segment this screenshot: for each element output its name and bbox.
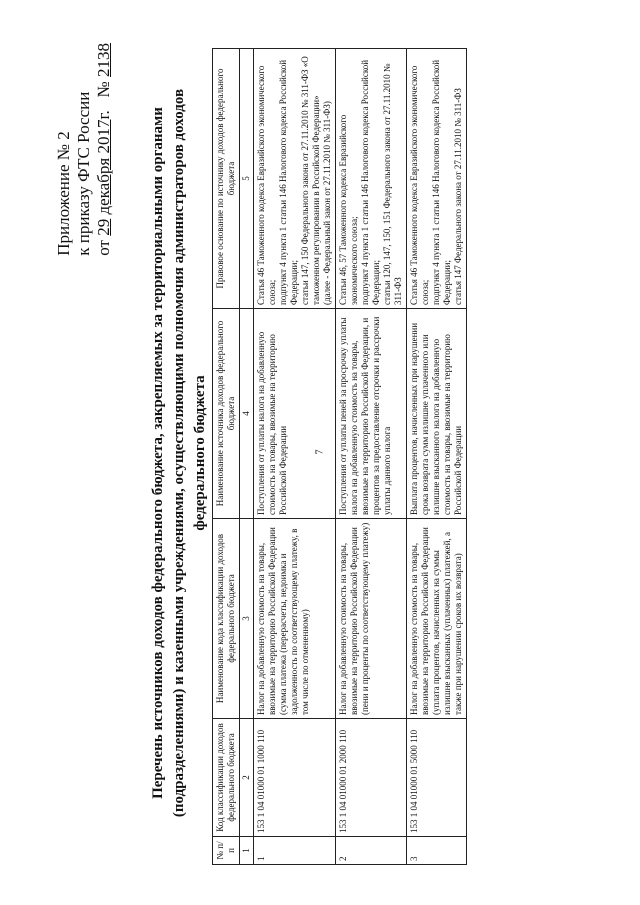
header-legal-basis: Правовое основание по источнику доходов федерального бюджета bbox=[213, 48, 240, 308]
date-month-year: декабря 2017 bbox=[94, 119, 113, 215]
row-legal-basis bbox=[407, 48, 467, 308]
legal-basis-line: Статья 46 Таможенного кодекса Евразийского экономического союза; bbox=[409, 65, 430, 305]
number-prefix: № bbox=[94, 80, 113, 97]
row-code-name: Налог на добавленную стоимость на товары, ввозимые на территорию Российской Федерации (сумма платежа (перерасчеты, недоимка и задолженность по соответствующему платежу, в том числе по отмененному) bbox=[254, 518, 336, 718]
row-source-name: Поступления от уплаты налога на добавленную стоимость на товары, ввозимые на территорию Российской Федерации bbox=[254, 308, 336, 518]
table-row bbox=[254, 48, 336, 864]
row-code: 153 1 04 01000 01 1000 110 bbox=[254, 718, 336, 836]
row-legal-basis bbox=[254, 48, 336, 308]
appendix-title: Приложение № 2 bbox=[54, 130, 73, 256]
header-num: № п/п bbox=[213, 836, 240, 864]
row-number: 1 bbox=[254, 836, 336, 864]
legal-basis-line: (далее - Федеральный закон от 27.11.2010 № 311-ФЗ) bbox=[322, 100, 332, 305]
legal-basis-line: статьи 120, 147, 150, 151 Федерального закона от 27.11.2010 № 311-ФЗ bbox=[382, 62, 403, 305]
header-code-name: Наименование кода классификации доходов федерального бюджета bbox=[213, 518, 240, 718]
legal-basis-line: статьи 147, 150 Федерального закона от 27.11.2010 № 311-ФЗ «О таможенном регулировании в Российской Федерации» bbox=[300, 55, 321, 305]
appendix-order-ref: к приказу ФТС России bbox=[74, 91, 93, 256]
legal-basis-line: Статья 46 Таможенного кодекса Евразийского экономического союза; bbox=[256, 65, 277, 305]
row-number: 3 bbox=[407, 836, 467, 864]
appendix-block bbox=[54, 43, 114, 256]
table-header-row bbox=[213, 48, 240, 864]
document-title: Перечень источников доходов федерального бюджета, закрепляемых за территориальными органами (подразделениями) и казенными учреждениями, осуществляющими полномочия администраторов доходов федерального бюджета bbox=[150, 88, 208, 817]
row-code-name: Налог на добавленную стоимость на товары, ввозимые на территорию Российской Федерации (уплата процентов, начисленных на суммы излишне взысканных (уплаченных) платежей, а также при нарушении сроков их возврата) bbox=[407, 518, 467, 718]
row-source-name: Поступления от уплаты пеней за просрочку уплаты налога на добавленную стоимость на товары, ввозимые на территорию Российской Федерации, и процентов за предоставление отсрочки и рассрочки уплаты данного налога bbox=[336, 308, 407, 518]
column-number: 5 bbox=[240, 48, 254, 308]
column-number: 1 bbox=[240, 836, 254, 864]
legal-basis-line: подпункт 4 пункта 1 статьи 146 Налогового кодекса Российской Федерации; bbox=[431, 59, 452, 305]
header-code: Код классификации доходов федерального бюджета bbox=[213, 718, 240, 836]
column-number: 2 bbox=[240, 718, 254, 836]
legal-basis-line: статья 147 Федерального закона от 27.11.2010 № 311-ФЗ bbox=[453, 87, 463, 305]
column-number: 3 bbox=[240, 518, 254, 718]
table-row bbox=[407, 48, 467, 864]
date-prefix: от bbox=[94, 239, 113, 256]
table-row bbox=[336, 48, 407, 864]
column-number-row bbox=[240, 48, 254, 864]
legal-basis-line: подпункт 4 пункта 1 статьи 146 Налогового кодекса Российской Федерации; bbox=[278, 59, 299, 305]
row-code-name: Налог на добавленную стоимость на товары, ввозимые на территорию Российской Федерации (пени и проценты по соответствующему платежу) bbox=[336, 518, 407, 718]
row-code: 153 1 04 01000 01 5000 110 bbox=[407, 718, 467, 836]
page-number: 7 bbox=[314, 449, 326, 455]
header-source-name: Наименование источника доходов федерального бюджета bbox=[213, 308, 240, 518]
appendix-date-line bbox=[94, 43, 114, 256]
row-number: 2 bbox=[336, 836, 407, 864]
legal-basis-line: подпункт 4 пункта 1 статьи 146 Налогового кодекса Российской Федерации; bbox=[360, 59, 381, 305]
revenue-sources-table bbox=[212, 48, 467, 865]
document-page bbox=[40, 23, 600, 883]
row-legal-basis bbox=[336, 48, 407, 308]
column-number: 4 bbox=[240, 308, 254, 518]
order-number: 2138 bbox=[94, 42, 113, 77]
row-source-name: Выплата процентов, начисленных при нарушении срока возврата сумм излишне уплаченного или излишне взысканного налога на добавленную стоимость на товары, ввозимые на территорию Российской Федерации bbox=[407, 308, 467, 518]
date-day: 29 bbox=[94, 218, 113, 236]
row-code: 153 1 04 01000 01 2000 110 bbox=[336, 718, 407, 836]
legal-basis-line: Статьи 46, 57 Таможенного кодекса Евразийского экономического союза; bbox=[338, 114, 359, 305]
date-suffix: г. bbox=[94, 109, 113, 120]
